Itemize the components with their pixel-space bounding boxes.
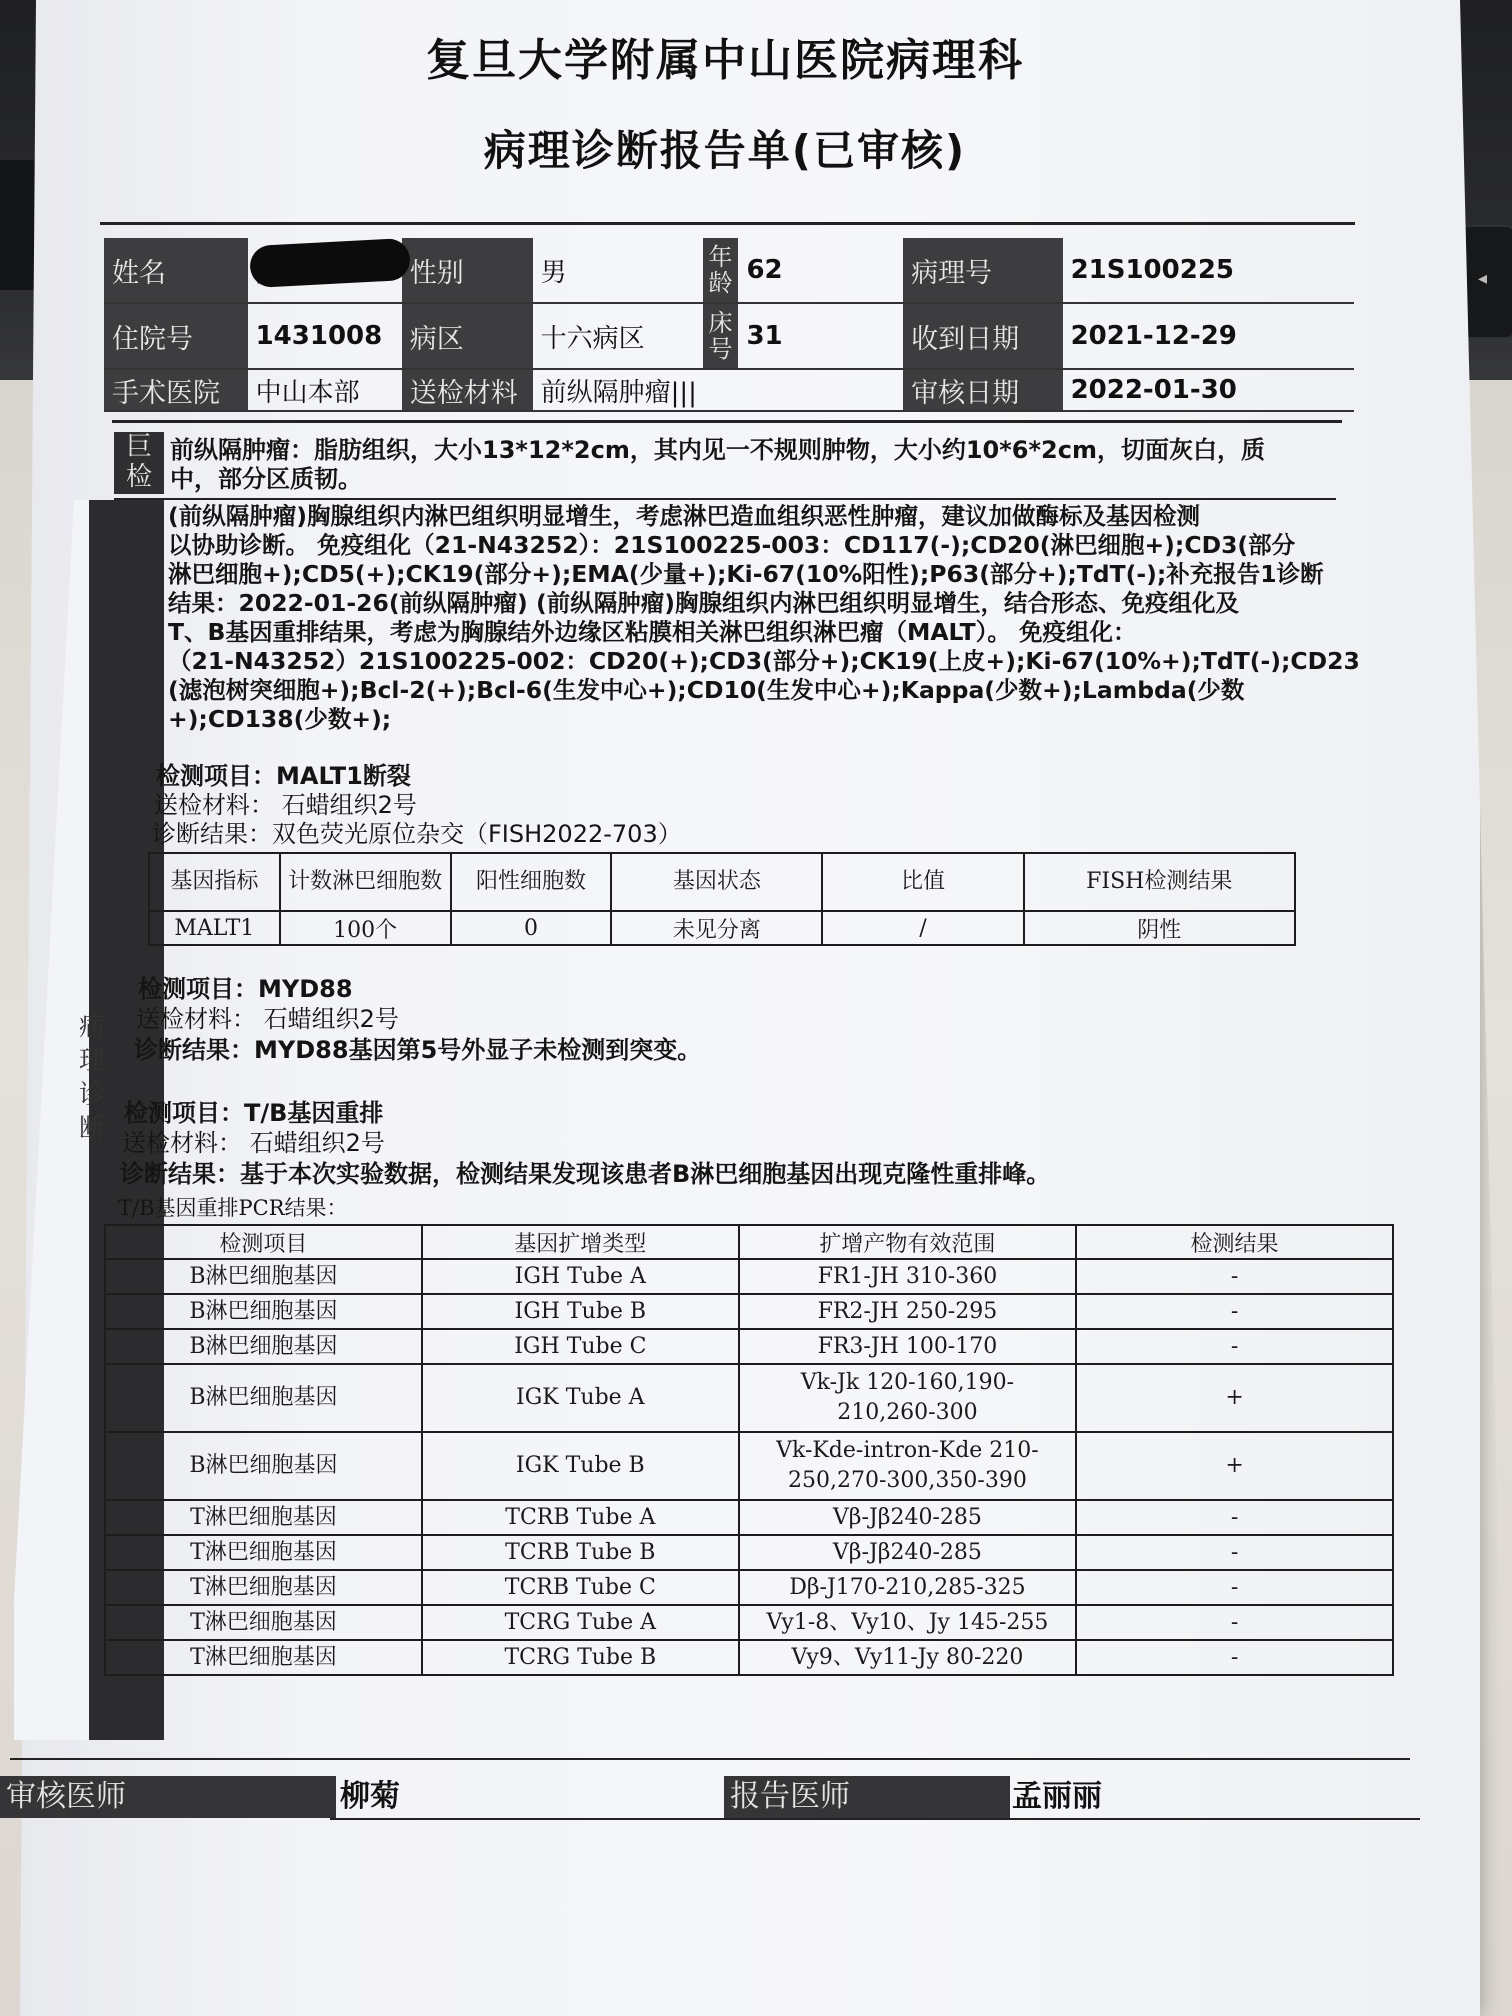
reporter-label: 报告医师 <box>724 1776 1010 1818</box>
tb-result: 诊断结果：基于本次实验数据，检测结果发现该患者B淋巴细胞基因出现克隆性重排峰。 <box>120 1160 1051 1188</box>
specimen-value: 前纵隔肿瘤||| <box>533 369 904 411</box>
age-label: 年龄 <box>703 238 739 303</box>
fish-table <box>148 852 1296 946</box>
pcr-cell-result: - <box>1076 1535 1393 1570</box>
malt1-material: 送检材料： 石蜡组织2号 <box>154 791 417 819</box>
table-row <box>105 1605 1393 1640</box>
pcr-cell-range: FR3-JH 100-170 <box>739 1329 1076 1364</box>
fish-cell-gene: MALT1 <box>149 911 280 945</box>
pcr-cell-range: Dβ-J170-210,285-325 <box>739 1570 1076 1605</box>
pcr-cell-range: Vβ-Jβ240-285 <box>739 1500 1076 1535</box>
pcr-header-item: 检测项目 <box>105 1225 422 1259</box>
gender-label: 性别 <box>402 238 533 303</box>
table-row <box>149 911 1295 945</box>
pcr-cell-range: Vβ-Jβ240-285 <box>739 1535 1076 1570</box>
name-label: 姓名 <box>104 238 248 303</box>
myd88-item: 检测项目：MYD88 <box>138 975 353 1003</box>
admission-no-label: 住院号 <box>104 303 248 369</box>
admission-no-value: 1431008 <box>248 303 402 369</box>
table-row <box>105 1432 1393 1500</box>
redaction-mark <box>249 238 411 288</box>
malt1-result: 诊断结果：双色荧光原位杂交（FISH2022-703） <box>152 820 682 848</box>
tb-material: 送检材料： 石蜡组织2号 <box>122 1129 385 1157</box>
report-title: 病理诊断报告单(已审核) <box>483 126 967 175</box>
pathology-no-label: 病理号 <box>903 238 1062 303</box>
table-row <box>105 1640 1393 1675</box>
pcr-cell-item: T淋巴细胞基因 <box>105 1500 422 1535</box>
arrow-left-icon: ◂ <box>1478 268 1488 289</box>
header-divider <box>100 222 1355 225</box>
info-divider <box>112 420 1342 423</box>
pcr-cell-type: TCRB Tube C <box>422 1570 739 1605</box>
myd88-result: 诊断结果：MYD88基因第5号外显子未检测到突变。 <box>134 1036 702 1064</box>
received-date-value: 2021-12-29 <box>1063 303 1354 369</box>
pcr-cell-item: T淋巴细胞基因 <box>105 1640 422 1675</box>
gross-label: 巨检 <box>114 432 164 494</box>
malt1-item: 检测项目：MALT1断裂 <box>156 762 411 790</box>
fish-header-ratio: 比值 <box>822 853 1023 911</box>
table-row <box>105 1364 1393 1432</box>
pcr-cell-item: B淋巴细胞基因 <box>105 1364 422 1432</box>
pcr-cell-result: - <box>1076 1605 1393 1640</box>
pcr-cell-range: FR2-JH 250-295 <box>739 1294 1076 1329</box>
pcr-cell-result: - <box>1076 1329 1393 1364</box>
review-date-label: 审核日期 <box>903 369 1062 411</box>
table-row <box>105 1294 1393 1329</box>
received-date-label: 收到日期 <box>903 303 1062 369</box>
pcr-cell-type: IGH Tube B <box>422 1294 739 1329</box>
myd88-material: 送检材料： 石蜡组织2号 <box>136 1005 399 1033</box>
gross-divider <box>114 498 1336 500</box>
pcr-cell-item: B淋巴细胞基因 <box>105 1329 422 1364</box>
table-row <box>105 1500 1393 1535</box>
pcr-cell-item: B淋巴细胞基因 <box>105 1294 422 1329</box>
hospital-title: 复旦大学附属中山医院病理科 <box>426 35 1024 86</box>
table-row <box>105 1259 1393 1294</box>
reviewer-label: 审核医师 <box>0 1776 336 1818</box>
ward-value: 十六病区 <box>533 303 703 369</box>
surgery-hospital-value: 中山本部 <box>248 369 402 411</box>
pcr-header-result: 检测结果 <box>1076 1225 1393 1259</box>
age-value: 62 <box>738 238 903 303</box>
footer-divider <box>10 1758 1410 1760</box>
reviewer-value: 柳菊 <box>340 1779 400 1814</box>
review-date-value: 2022-01-30 <box>1063 369 1354 411</box>
pcr-cell-result: - <box>1076 1640 1393 1675</box>
pcr-cell-type: IGH Tube A <box>422 1259 739 1294</box>
pcr-header-type: 基因扩增类型 <box>422 1225 739 1259</box>
pcr-cell-item: B淋巴细胞基因 <box>105 1259 422 1294</box>
diagnosis-label: 病理诊断 <box>78 1012 105 1144</box>
pcr-cell-result: + <box>1076 1364 1393 1432</box>
pcr-cell-range: Vy1-8、Vy10、Jy 145-255 <box>739 1605 1076 1640</box>
pcr-cell-item: T淋巴细胞基因 <box>105 1605 422 1640</box>
table-row <box>105 1535 1393 1570</box>
pcr-cell-range: Vk-Jk 120-160,190- 210,260-300 <box>739 1364 1076 1432</box>
table-row <box>105 1329 1393 1364</box>
diagnosis-paragraph: (前纵隔肿瘤)胸腺组织内淋巴组织明显增生，考虑淋巴造血组织恶性肿瘤，建议加做酶标及基因检测 以协助诊断。 免疫组化（21-N43252）：21S100225-003：CD117(-);CD20(淋巴细胞+);CD3(部分 淋巴细胞+);CD5(+);CK19(部分+);EMA(少量+);Ki-67(10%阳性);P63(部分+);TdT(-);补充报告1诊断 结果：2022-01-26(前纵隔肿瘤) (前纵隔肿瘤)胸腺组织内淋巴组织明显增生，结合形态、免疫组化及 T、B基因重排结果，考虑为胸腺结外边缘区粘膜相关淋巴组织淋巴瘤（MALT）。 免疫组化： （21-N43252）21S100225-002：CD20(+);CD3(部分+);CK19(上皮+);Ki-67(10%+);TdT(-);CD23 (滤泡树突细胞+);Bcl-2(+);Bcl-6(生发中心+);CD10(生发中心+);Kappa(少数+);Lambda(少数 +);CD138(少数+); <box>168 502 1360 733</box>
pcr-header-range: 扩增产物有效范围 <box>739 1225 1076 1259</box>
pcr-cell-item: B淋巴细胞基因 <box>105 1432 422 1500</box>
fish-cell-status: 未见分离 <box>611 911 822 945</box>
pcr-cell-type: IGK Tube A <box>422 1364 739 1432</box>
bed-label: 床号 <box>703 303 739 369</box>
fish-header-result: FISH检测结果 <box>1024 853 1295 911</box>
reporter-value: 孟丽丽 <box>1012 1779 1102 1814</box>
footer-underline <box>330 1818 1420 1820</box>
ward-label: 病区 <box>402 303 533 369</box>
tb-item: 检测项目：T/B基因重排 <box>124 1099 384 1127</box>
pcr-cell-result: - <box>1076 1294 1393 1329</box>
fish-cell-count: 100个 <box>280 911 451 945</box>
fish-header-positive: 阳性细胞数 <box>451 853 612 911</box>
fish-cell-positive: 0 <box>451 911 612 945</box>
surgery-hospital-label: 手术医院 <box>104 369 248 411</box>
pathology-no-value: 21S100225 <box>1063 238 1354 303</box>
pcr-cell-item: T淋巴细胞基因 <box>105 1535 422 1570</box>
pcr-table <box>104 1224 1394 1676</box>
bed-value: 31 <box>738 303 903 369</box>
pcr-cell-type: IGH Tube C <box>422 1329 739 1364</box>
pcr-caption: T/B基因重排PCR结果： <box>118 1196 348 1220</box>
pcr-cell-type: TCRG Tube B <box>422 1640 739 1675</box>
specimen-label: 送检材料 <box>402 369 533 411</box>
pcr-cell-type: TCRG Tube A <box>422 1605 739 1640</box>
pcr-cell-result: - <box>1076 1570 1393 1605</box>
pcr-cell-type: TCRB Tube B <box>422 1535 739 1570</box>
table-row <box>105 1570 1393 1605</box>
fish-header-status: 基因状态 <box>611 853 822 911</box>
pcr-cell-type: TCRB Tube A <box>422 1500 739 1535</box>
pcr-cell-result: - <box>1076 1500 1393 1535</box>
pcr-cell-result: - <box>1076 1259 1393 1294</box>
fish-cell-ratio: / <box>822 911 1023 945</box>
pcr-cell-type: IGK Tube B <box>422 1432 739 1500</box>
fish-header-gene: 基因指标 <box>149 853 280 911</box>
gender-value: 男 <box>533 238 703 303</box>
fish-cell-result: 阴性 <box>1024 911 1295 945</box>
pcr-cell-item: T淋巴细胞基因 <box>105 1570 422 1605</box>
fish-header-count: 计数淋巴细胞数 <box>280 853 451 911</box>
gross-text: 前纵隔肿瘤：脂肪组织，大小13*12*2cm，其内见一不规则肿物，大小约10*6*2cm，切面灰白，质 中，部分区质韧。 <box>170 436 1265 493</box>
pcr-cell-result: + <box>1076 1432 1393 1500</box>
pcr-cell-range: Vy9、Vy11-Jy 80-220 <box>739 1640 1076 1675</box>
pcr-cell-range: Vk-Kde-intron-Kde 210- 250,270-300,350-390 <box>739 1432 1076 1500</box>
pcr-cell-range: FR1-JH 310-360 <box>739 1259 1076 1294</box>
